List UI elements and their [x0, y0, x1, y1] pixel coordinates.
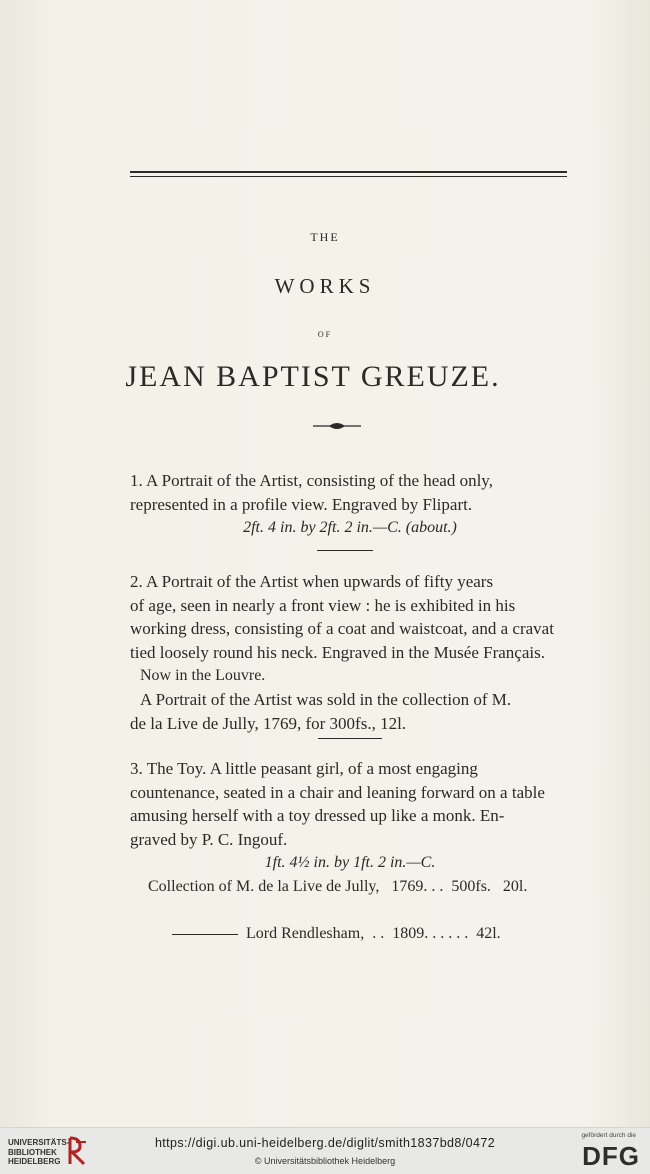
uni-line-1: UNIVERSITÄTS- [8, 1138, 70, 1147]
entry-1 [130, 469, 570, 540]
divider-1 [317, 550, 373, 551]
entry-3-dimensions: 1ft. 4½ in. by 1ft. 2 in.—C. [264, 854, 436, 872]
entry-2-sale-line-2: de la Live de Jully, 1769, for 300fs., 12l. [130, 713, 407, 733]
entry-3-line-3: amusing herself with a toy dressed up like a monk. En- [130, 806, 505, 826]
funded-by-text: gefördert durch die [581, 1132, 636, 1139]
copyright-text: © Universitätsbibliothek Heidelberg [254, 1156, 396, 1166]
entry-2-line-2: of age, seen in nearly a front view : he is exhibited in his [130, 595, 516, 615]
entry-3-collection-2 [130, 899, 570, 970]
top-double-rule-lower [130, 176, 567, 177]
entry-2-line-1: 2. A Portrait of the Artist when upwards of fifty years [130, 572, 494, 591]
entry-2-sale-line-1: A Portrait of the Artist was sold in the collection of M. [140, 689, 512, 709]
ornament-divider-icon [313, 420, 361, 432]
entry-1-line-1: 1. A Portrait of the Artist, consisting of the head only, [130, 471, 493, 490]
entry-2-line-4: tied loosely round his neck. Engraved in the Musée Français. [130, 642, 545, 662]
dfg-logo: DFG [582, 1141, 640, 1171]
entry-3-line-4: graved by P. C. Ingouf. [130, 829, 288, 849]
uni-line-2: BIBLIOTHEK [8, 1147, 57, 1157]
heading-of: OF [317, 330, 333, 339]
entry-3 [130, 757, 570, 969]
entry-3-collection-2-text: Lord Rendlesham, . . 1809. . . . . . 42l. [246, 925, 501, 943]
entry-1-line-2: represented in a profile view. Engraved by Flipart. [130, 494, 473, 514]
entry-2-line-3: working dress, consisting of a coat and waistcoat, and a cravat [130, 619, 554, 639]
entry-3-collection-1: Collection of M. de la Live de Jully, 1769. . . 500fs. 20l. [148, 877, 528, 895]
top-double-rule-upper [130, 171, 567, 173]
uni-line-3: HEIDELBERG [8, 1157, 61, 1166]
entry-2 [130, 570, 570, 735]
divider-2 [318, 738, 382, 739]
heading-the: THE [310, 230, 340, 244]
entry-3-line-2: countenance, seated in a chair and leaning forward on a table [130, 782, 545, 802]
heading-author-name: JEAN BAPTIST GREUZE. [125, 360, 501, 393]
entry-2-location: Now in the Louvre. [140, 667, 266, 685]
ditto-rule [172, 934, 238, 935]
entry-3-line-1: 3. The Toy. A little peasant girl, of a most engaging [130, 759, 478, 778]
entry-1-dimensions: 2ft. 4 in. by 2ft. 2 in.—C. (about.) [243, 519, 457, 537]
viewer-footer [0, 1127, 650, 1174]
permalink-url[interactable]: https://digi.ub.uni-heidelberg.de/diglit/smith1837bd8/0472 [154, 1136, 496, 1150]
heading-works: WORKS [274, 274, 376, 298]
